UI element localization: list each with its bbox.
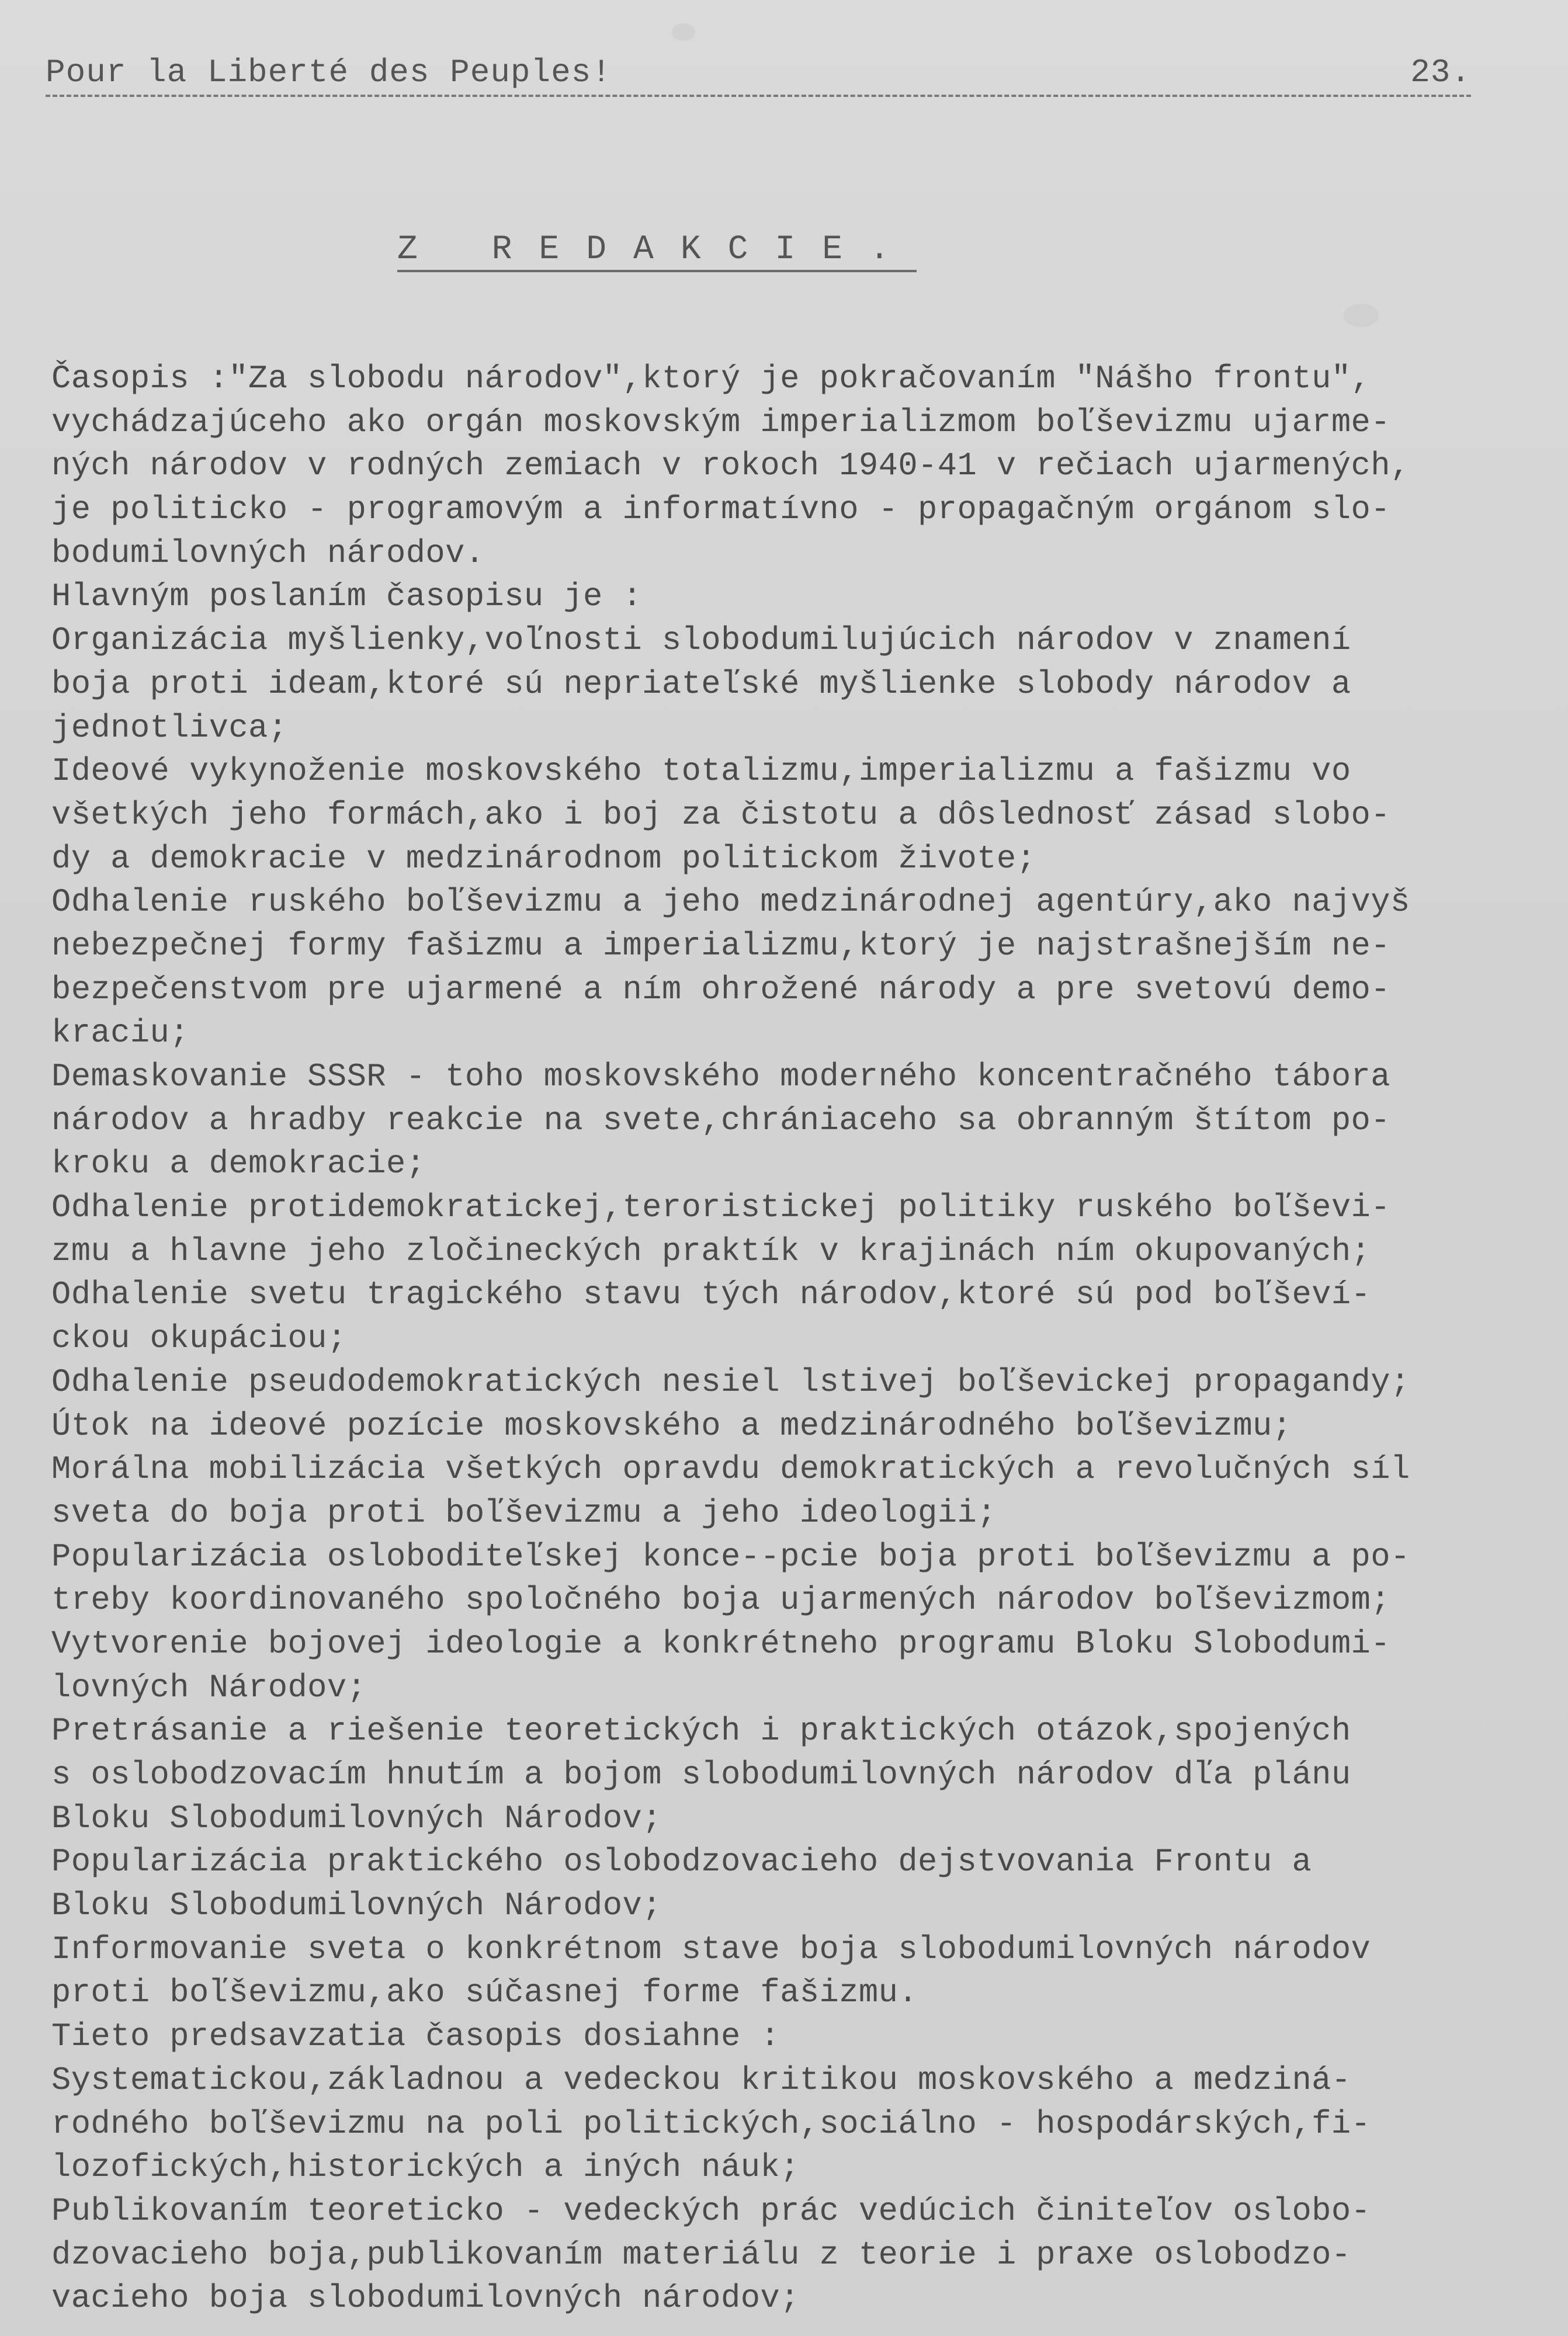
text-line: Vytvorenie bojovej ideologie a konkrétneho programu Bloku Slobodumi- xyxy=(51,1625,1390,1662)
text-line: lozofických,historických a iných náuk; xyxy=(51,2149,800,2186)
text-line: Demaskovanie SSSR - toho moskovského moderného koncentračného tábora xyxy=(51,1058,1390,1095)
text-line: je politicko - programovým a informatívno - propagačným orgánom slo- xyxy=(51,491,1390,529)
running-header xyxy=(46,54,1471,97)
text-line: Ideové vykynoženie moskovského totalizmu,imperializmu a fašizmu vo xyxy=(51,753,1351,790)
running-title: Pour la Liberté des Peuples! xyxy=(46,54,612,91)
text-line: Odhalenie ruského boľševizmu a jeho medzinárodnej agentúry,ako najvyš xyxy=(51,884,1410,921)
text-line: národov a hradby reakcie na svete,chrániaceho sa obranným štítom po- xyxy=(51,1102,1390,1139)
text-line: vychádzajúceho ako orgán moskovským imperializmom boľševizmu ujarme- xyxy=(51,404,1390,441)
text-line: Publikovaním teoreticko - vedeckých prác vedúcich činiteľov oslobo- xyxy=(51,2192,1371,2230)
text-line: proti boľševizmu,ako súčasnej forme fašizmu. xyxy=(51,1974,918,2012)
text-line: Bloku Slobodumilovných Národov; xyxy=(51,1800,662,1837)
page-number: 23. xyxy=(1410,54,1471,91)
text-line: Pretrásanie a riešenie teoretických i praktických otázok,spojených xyxy=(51,1713,1351,1750)
text-line: Systematickou,základnou a vedeckou kritikou moskovského a medziná- xyxy=(51,2061,1351,2099)
text-line: Odhalenie pseudodemokratických nesiel lstivej boľševickej propagandy; xyxy=(51,1363,1410,1401)
text-line: ckou okupáciou; xyxy=(51,1320,347,1358)
text-line: Bloku Slobodumilovných Národov; xyxy=(51,1887,662,1925)
text-line: Popularizácia praktického oslobodzovacieho dejstvovania Frontu a xyxy=(51,1844,1312,1881)
text-line: vacieho boja slobodumilovných národov; xyxy=(51,2280,800,2317)
paper-stain xyxy=(1344,304,1379,327)
text-line: Organizácia myšlienky,voľnosti slobodumilujúcich národov v znamení xyxy=(51,622,1351,660)
text-line: sveta do boja proti boľševizmu a jeho ideologii; xyxy=(51,1494,997,1532)
text-line: Časopis :"Za slobodu národov",ktorý je pokračovaním "Nášho frontu", xyxy=(51,360,1371,397)
text-line: jednotlivca; xyxy=(51,709,288,747)
text-line: Hlavným poslaním časopisu je : xyxy=(51,578,643,616)
text-line: ných národov v rodných zemiach v rokoch 1940-41 v rečiach ujarmených, xyxy=(51,447,1410,485)
text-line: dy a demokracie v medzinárodnom politickom živote; xyxy=(51,840,1036,877)
text-line: kroku a demokracie; xyxy=(51,1146,426,1183)
text-line: lovných Národov; xyxy=(51,1669,367,1706)
text-line: Informovanie sveta o konkrétnom stave boja slobodumilovných národov xyxy=(51,1931,1371,1968)
text-line: dzovacieho boja,publikovaním materiálu z teorie i praxe oslobodzo- xyxy=(51,2236,1351,2273)
text-line: rodného boľševizmu na poli politických,sociálno - hospodárských,fi- xyxy=(51,2105,1371,2143)
text-line: boja proti ideam,ktoré sú nepriateľské myšlienke slobody národov a xyxy=(51,665,1351,703)
text-line: bodumilovných národov. xyxy=(51,534,485,572)
text-line: Morálna mobilizácia všetkých opravdu demokratických a revolučných síl xyxy=(51,1451,1410,1488)
text-line: kraciu; xyxy=(51,1015,189,1052)
body-text xyxy=(51,357,1524,2321)
text-line: Odhalenie svetu tragického stavu tých národov,ktoré sú pod boľševí- xyxy=(51,1276,1371,1314)
text-line: bezpečenstvom pre ujarmené a ním ohrožené národy a pre svetovú demo- xyxy=(51,971,1390,1008)
text-line: s oslobodzovacím hnutím a bojom slobodumilovných národov dľa plánu xyxy=(51,1757,1351,1793)
text-line: zmu a hlavne jeho zločineckých praktík v krajinách ním okupovaných; xyxy=(51,1233,1371,1270)
text-line: nebezpečnej formy fašizmu a imperializmu,ktorý je najstrašnejším ne- xyxy=(51,927,1390,964)
section-title: Z REDAKCIE. xyxy=(397,231,917,272)
text-line: Popularizácia osloboditeľskej konce--pcie boja proti boľševizmu a po- xyxy=(51,1538,1410,1575)
text-line: Tieto predsavzatia časopis dosiahne : xyxy=(51,2018,780,2056)
text-line: treby koordinovaného spoločného boja ujarmených národov boľševizmom; xyxy=(51,1582,1390,1619)
text-line: Odhalenie protidemokratickej,teroristickej politiky ruského boľševi- xyxy=(51,1189,1390,1227)
paper-stain xyxy=(672,23,695,41)
text-line: všetkých jeho formách,ako i boj za čistotu a dôslednosť zásad slobo- xyxy=(51,796,1390,834)
text-line: Útok na ideové pozície moskovského a medzinárodného boľševizmu; xyxy=(51,1407,1292,1445)
